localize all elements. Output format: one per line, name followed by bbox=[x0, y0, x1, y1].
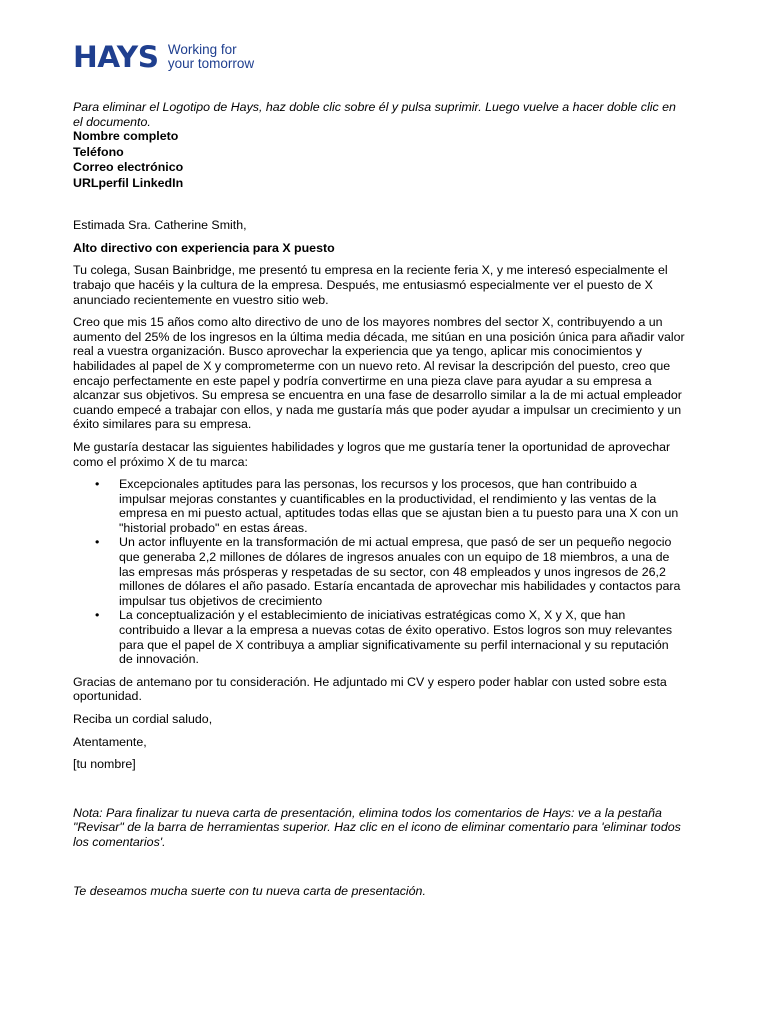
list-item-text: Excepcionales aptitudes para las personas, los recursos y los procesos, que han contribuido a impulsar mejoras constantes y cuantificables en la productividad, el rendimiento y las ventas de la empresa en mi puesto actual, aptitudes todas ellas que se ajustan bien a tu puesto para una X con un "historial probado" en estas áreas. bbox=[119, 477, 679, 535]
bullet-icon: • bbox=[95, 535, 100, 550]
paragraph-skills-intro: Me gustaría destacar las siguientes habilidades y logros que me gustaría tener la oportunidad de aprovechar como el próximo X de tu marca: bbox=[73, 439, 671, 469]
contact-block bbox=[73, 129, 685, 191]
contact-phone: Teléfono bbox=[73, 144, 124, 159]
hays-logo-wordmark: HAYS bbox=[73, 40, 159, 74]
list-item-text: Un actor influyente en la transformación de mi actual empresa, que pasó de ser un pequeño negocio que generaba 2,2 millones de dólares de ingresos anuales con un equipo de 18 miembros, a una de las empresas más prósperas y respetadas de su sector, con 48 empleados y unos ingresos de 26,2 millones de dólares el año pasado. Estaría encantada de aprovechar mis habilidades y contactos para impulsar tus objetivos de crecimiento bbox=[119, 535, 681, 608]
list-item bbox=[95, 477, 685, 535]
list-item bbox=[95, 608, 685, 667]
achievements-list bbox=[73, 477, 685, 667]
greeting: Estimada Sra. Catherine Smith, bbox=[73, 218, 247, 233]
list-item-text: La conceptualización y el establecimiento de iniciativas estratégicas como X, X y X, que han contribuido a llevar a la empresa a nuevas cotas de éxito operativo. Estos logros son muy relevantes para que el papel de X contribuya a ampliar significativamente su perfil internacional y su reputación de innovación. bbox=[119, 608, 673, 667]
paragraph-thanks: Gracias de antemano por tu consideración. He adjuntado mi CV y espero poder hablar con usted sobre esta oportunidad. bbox=[73, 674, 667, 704]
bullet-icon: • bbox=[95, 477, 100, 492]
paragraph-intro: Tu colega, Susan Bainbridge, me presentó tu empresa en la reciente feria X, y me interesó especialmente el trabajo que hacéis y la cultura de la empresa. Después, me entusiasmó especialmente ver el puesto de X anunciado recientemente en vuestro sitio web. bbox=[73, 263, 668, 307]
remove-comments-note: Nota: Para finalizar tu nueva carta de presentación, elimina todos los comentarios de Hays: ve a la pestaña "Revisar" de la barra de herramientas superior. Haz clic en el icono de eliminar comentario para 'eliminar todos los comentarios'. bbox=[73, 805, 681, 849]
hays-logo[interactable] bbox=[73, 42, 254, 72]
list-item bbox=[95, 535, 685, 608]
letter-body bbox=[73, 100, 685, 898]
closing-regards: Reciba un cordial saludo, bbox=[73, 712, 213, 726]
tagline-line-2: your tomorrow bbox=[167, 56, 255, 71]
closing-sincerely: Atentamente, bbox=[73, 734, 147, 749]
good-luck-note: Te deseamos mucha suerte con tu nueva carta de presentación. bbox=[73, 883, 426, 898]
logo-removal-note: Para eliminar el Logotipo de Hays, haz doble clic sobre él y pulsa suprimir. Luego vuelve a hacer doble clic en el documento. bbox=[73, 100, 676, 129]
hays-logo-tagline bbox=[168, 43, 254, 71]
paragraph-experience: Creo que mis 15 años como alto directivo de uno de los mayores nombres del sector X, contribuyendo a un aumento del 25% de los ingresos en la última media década, me sitúan en una posición única para añadir valor real a vuestra organización. Busco aprovechar la experiencia que ya tengo, aplicar mis conocimientos y habilidades al papel de X y comprometerme con un nuevo reto. Al revisar la descripción del puesto, creo que encajo perfectamente en este papel y podría convertirme en una pieza clave para ayudar a su empresa a alcanzar sus objetivos. Su empresa se encuentra en una fase de desarrollo similar a la de mi actual empleador cuando empecé a trabajar con ellos, y nada me gustaría más que poder ayudar a impulsar un crecimiento y un éxito similares para su empresa. bbox=[73, 315, 685, 432]
bullet-icon: • bbox=[95, 608, 100, 623]
contact-email: Correo electrónico bbox=[73, 160, 184, 175]
contact-name: Nombre completo bbox=[73, 129, 179, 144]
hays-logo-mark bbox=[73, 42, 157, 72]
signature-placeholder: [tu nombre] bbox=[73, 757, 136, 772]
tagline-line-1: Working for bbox=[167, 42, 237, 57]
subject-line: Alto directivo con experiencia para X puesto bbox=[73, 240, 335, 255]
contact-linkedin: URLperfil LinkedIn bbox=[73, 175, 184, 190]
